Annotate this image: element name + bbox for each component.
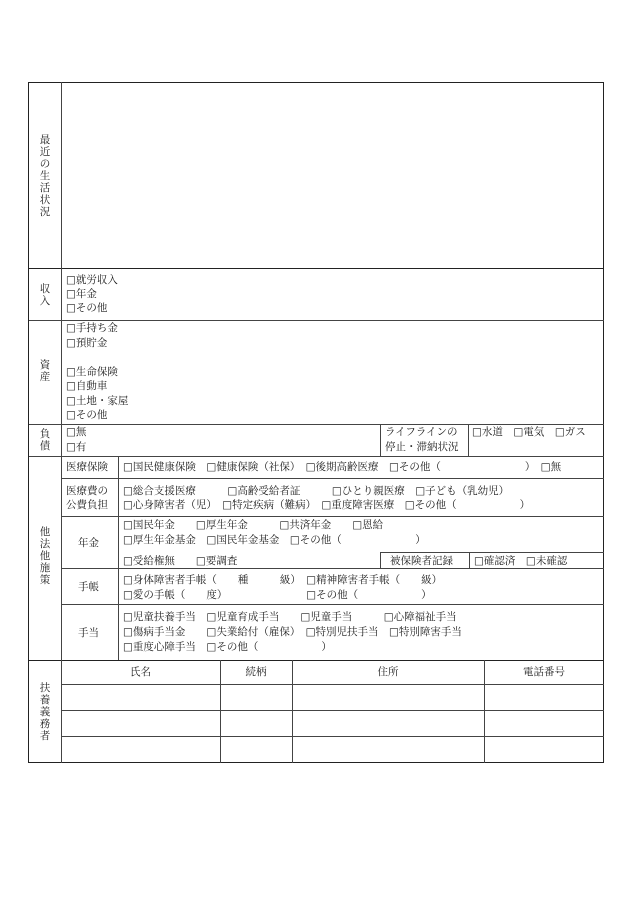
divider — [29, 456, 604, 457]
lifeline-label: ライフラインの — [385, 426, 458, 438]
checkbox-pension-income[interactable]: □年金 — [66, 288, 97, 300]
divider — [29, 268, 604, 269]
section-label-income: 収入 — [39, 283, 51, 307]
header-phone: 電話番号 — [523, 666, 565, 678]
divider — [29, 320, 604, 321]
public-medical-label: 公費負担 — [66, 499, 108, 511]
handbook-options[interactable]: □愛の手帳（ 度） □その他（ ） — [123, 589, 432, 601]
handbook-options[interactable]: □身体障害者手帳（ 種 級） □精神障害者手帳（ 級） — [123, 574, 443, 586]
public-medical-options[interactable]: □総合支援医療 □高齢受給者証 □ひとり親医療 □子ども（乳幼児） — [123, 485, 510, 497]
header-address: 住所 — [377, 666, 399, 678]
divider — [118, 456, 119, 660]
allowance-options[interactable]: □傷病手当金 □失業給付（雇保） □特別児扶手当 □特別障害手当 — [123, 626, 462, 638]
insured-record-options[interactable]: □確認済 □未確認 — [474, 555, 568, 567]
checkbox-savings[interactable]: □預貯金 — [66, 337, 108, 349]
divider — [61, 82, 62, 763]
section-label-other-law: 他法他施策 — [39, 526, 51, 586]
checkbox-debt-yes[interactable]: □有 — [66, 441, 87, 453]
checkbox-other-assets[interactable]: □その他 — [66, 409, 108, 421]
divider — [380, 424, 381, 456]
divider — [61, 478, 604, 479]
public-medical-options[interactable]: □心身障害者（児） □特定疾病（難病） □重度障害医療 □その他（ ） — [123, 499, 531, 511]
divider — [61, 568, 604, 569]
medical-insurance-options[interactable]: □国民健康保険 □健康保険（社保） □後期高齢医療 □その他（ ） □無 — [123, 461, 562, 473]
section-label-dependents: 扶養義務者 — [39, 682, 51, 742]
divider — [380, 552, 381, 568]
divider — [61, 710, 604, 711]
checkbox-car[interactable]: □自動車 — [66, 380, 108, 392]
section-label-recent-life: 最近の生活状況 — [39, 134, 51, 218]
allowance-label: 手当 — [78, 627, 99, 639]
medical-insurance-label: 医療保険 — [66, 461, 108, 473]
checkbox-employment-income[interactable]: □就労収入 — [66, 274, 118, 286]
pension-label: 年金 — [78, 537, 99, 549]
allowance-options[interactable]: □児童扶養手当 □児童育成手当 □児童手当 □心障福祉手当 — [123, 611, 457, 623]
divider — [469, 552, 470, 568]
checkbox-land-house[interactable]: □土地・家屋 — [66, 395, 129, 407]
divider — [468, 424, 469, 456]
divider — [61, 684, 604, 685]
divider — [61, 516, 604, 517]
checkbox-cash-on-hand[interactable]: □手持ち金 — [66, 322, 118, 334]
allowance-options[interactable]: □重度心障手当 □その他（ ） — [123, 641, 332, 653]
header-name: 氏名 — [130, 666, 151, 678]
pension-options[interactable]: □受給権無 □要調査 — [123, 555, 238, 567]
handbook-label: 手帳 — [78, 581, 99, 593]
checkbox-other-income[interactable]: □その他 — [66, 302, 108, 314]
divider — [29, 660, 604, 661]
pension-options[interactable]: □国民年金 □厚生年金 □共済年金 □恩給 — [123, 519, 384, 531]
divider — [61, 604, 604, 605]
section-label-assets: 資産 — [39, 359, 51, 383]
header-relationship: 続柄 — [245, 666, 267, 678]
insured-record-label: 被保険者記録 — [390, 555, 453, 567]
lifeline-options[interactable]: □水道 □電気 □ガス — [472, 426, 586, 438]
divider — [29, 424, 604, 425]
divider — [380, 552, 604, 553]
pension-options[interactable]: □厚生年金基金 □国民年金基金 □その他（ ） — [123, 534, 426, 546]
section-label-debt: 負債 — [39, 428, 51, 452]
checkbox-debt-none[interactable]: □無 — [66, 426, 87, 438]
public-medical-label: 医療費の — [66, 485, 108, 497]
lifeline-label: 停止・滞納状況 — [385, 441, 459, 453]
divider — [61, 736, 604, 737]
checkbox-life-insurance[interactable]: □生命保険 — [66, 366, 118, 378]
